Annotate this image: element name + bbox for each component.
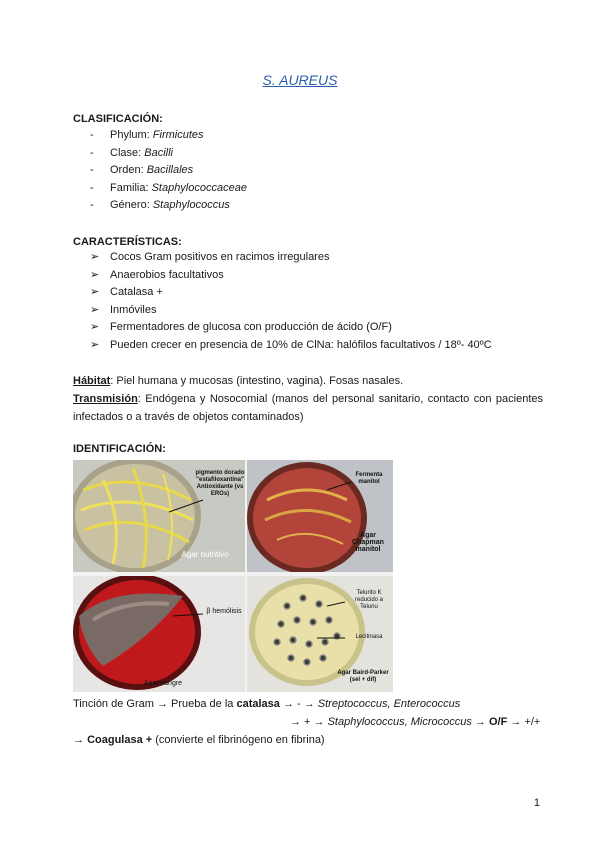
habitat-label: Hábitat: [73, 375, 111, 387]
list-item: - Orden: Bacillales: [90, 164, 194, 176]
agar-nutritivo-callout: pigmento dorado "estafiloxantina" Antioxidante (vs EROs): [195, 470, 245, 497]
identificacion-heading: IDENTIFICACIÓN:: [73, 443, 166, 455]
habitat-text: : Piel humana y mucosas (intestino, vagina). Fosas nasales.: [110, 375, 404, 387]
agar-sangre-panel: [73, 576, 245, 692]
list-item: - Familia: Staphylococcaceae: [90, 181, 247, 194]
agar-sangre-label: Agar sangre: [143, 680, 183, 687]
list-item: ➢ Anaerobios facultativos: [90, 268, 224, 281]
flow-line-1: Tinción de Gram → Prueba de la catalasa → - → Streptococcus, Enterococcus: [73, 698, 461, 710]
agar-sangre-plate-image: [73, 576, 245, 692]
agar-baird-parker-callout-lecitinasa: Lecitinasa: [355, 634, 383, 640]
agar-sangre-callout: β hemólisis: [206, 608, 242, 615]
flow-line-2: → + → Staphylococcus, Micrococcus → O/F → +/+: [290, 716, 541, 728]
agar-chapman-callout: Fermenta manitol: [355, 472, 383, 485]
caracteristicas-list: [90, 249, 492, 354]
agar-nutritivo-label: Agar nutritivo: [181, 550, 229, 559]
agar-chapman-label: Agar Chapman manitol: [352, 532, 384, 553]
list-item: - Clase: Bacilli: [90, 146, 173, 159]
list-item: ➢ Fermentadores de glucosa con producción de ácido (O/F): [90, 321, 392, 333]
list-item: ➢ Catalasa +: [90, 286, 163, 298]
list-item: ➢ Inmóviles: [90, 303, 157, 316]
transmision-label: Transmisión: [73, 393, 138, 405]
list-item: ➢ Cocos Gram positivos en racimos irregulares: [90, 251, 330, 263]
flow-line-3: → Coagulasa + (convierte el fibrinógeno en fibrina): [73, 734, 325, 746]
list-item: - Género: Staphylococcus: [90, 199, 230, 211]
clasificacion-heading: CLASIFICACIÓN:: [73, 113, 163, 125]
page-number: 1: [533, 797, 540, 809]
clasificacion-list: [90, 127, 247, 215]
agar-chapman-panel: [247, 460, 393, 572]
agar-baird-parker-label: Agar Baird-Parker (sel + dif): [337, 670, 389, 683]
culture-plates-figure: [73, 460, 393, 692]
habitat-paragraph: [73, 372, 543, 390]
transmision-text: : Endógena y Nosocomial (manos del personal sanitario, contacto con pacientes infectados o a través de objetos contaminados): [73, 393, 543, 423]
agar-baird-parker-callout-telurito: Telurito K reducido a Teluriu: [354, 590, 384, 610]
list-item: ➢ Pueden crecer en presencia de 10% de ClNa: halófilos facultativos / 18º- 40ºC: [90, 338, 492, 351]
agar-baird-parker-panel: [247, 576, 393, 692]
list-item: - Phylum: Firmicutes: [90, 129, 204, 141]
agar-nutritivo-panel: [73, 460, 245, 572]
transmision-paragraph: [73, 390, 543, 426]
page-title: S. AUREUS: [262, 72, 338, 88]
caracteristicas-heading: CARACTERÍSTICAS:: [73, 236, 182, 248]
